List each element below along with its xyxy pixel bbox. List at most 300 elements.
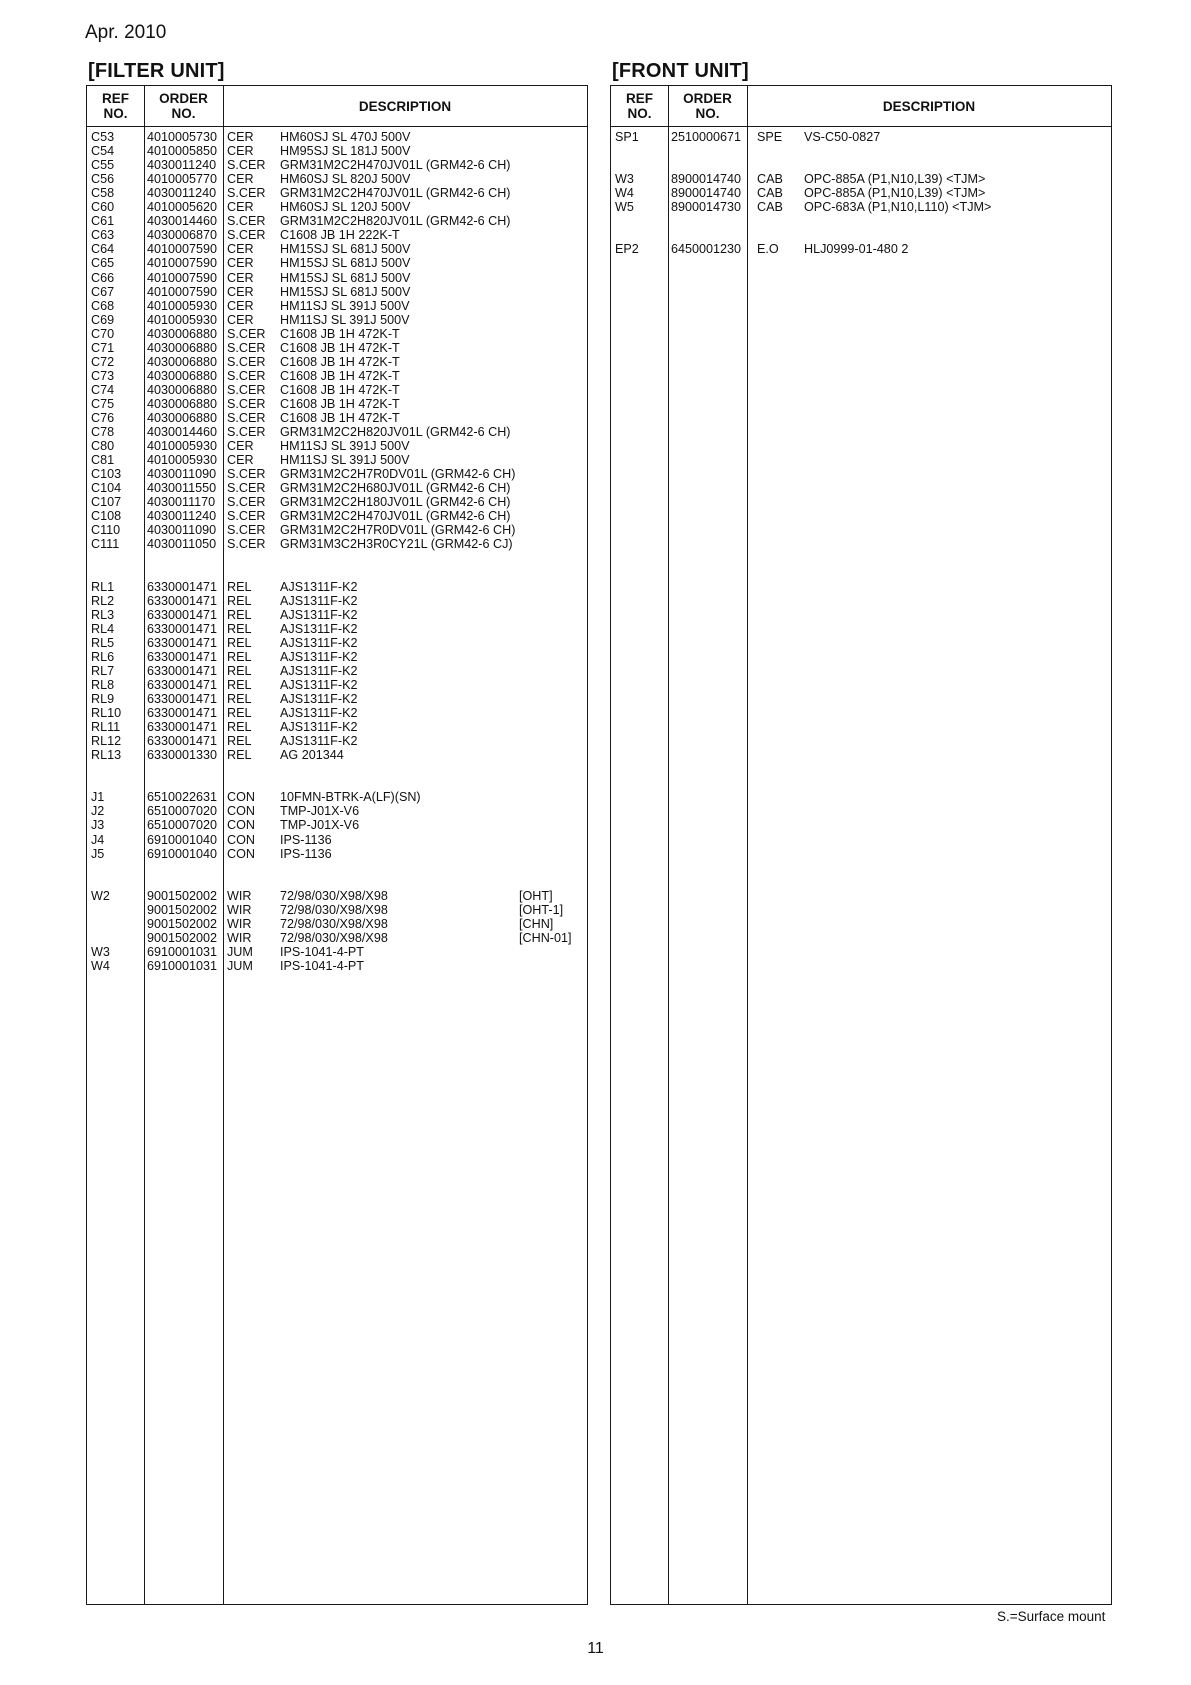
description-cell: IPS-1041-4-PT xyxy=(280,944,364,959)
ref-no-cell: C111 xyxy=(91,537,120,552)
ref-no-cell: RL1 xyxy=(91,579,115,594)
table-row xyxy=(87,313,587,327)
description-cell: GRM31M2C2H470JV01L (GRM42-6 CH) xyxy=(280,509,511,524)
part-type-cell: CAB xyxy=(757,172,783,187)
description-cell: AJS1311F-K2 xyxy=(280,663,358,678)
table-row xyxy=(87,861,587,875)
part-type-cell: REL xyxy=(227,720,252,735)
description-cell: TMP-J01X-V6 xyxy=(280,818,360,833)
order-no-cell: 6330001471 xyxy=(147,649,218,664)
order-no-cell: 4030006880 xyxy=(147,326,218,341)
table-row xyxy=(87,650,587,664)
part-type-cell: S.CER xyxy=(227,396,266,411)
table-row xyxy=(87,439,587,453)
ref-no-cell: W3 xyxy=(615,172,634,187)
table-row xyxy=(87,678,587,692)
order-no-cell: 4010005930 xyxy=(147,312,218,327)
description-cell: IPS-1136 xyxy=(280,846,332,861)
description-cell: TMP-J01X-V6 xyxy=(280,804,360,819)
ref-no-cell: C58 xyxy=(91,186,115,201)
table-row xyxy=(87,762,587,776)
part-type-cell: S.CER xyxy=(227,368,266,383)
part-type-cell: JUM xyxy=(227,958,253,973)
order-no-cell: 4030011170 xyxy=(147,495,216,510)
description-cell: IPS-1041-4-PT xyxy=(280,958,364,973)
ref-no-cell: RL5 xyxy=(91,635,115,650)
description-cell: HM11SJ SL 391J 500V xyxy=(280,312,410,327)
ref-no-cell: C80 xyxy=(91,439,115,454)
part-type-cell: S.CER xyxy=(227,326,266,341)
order-no-cell: 6330001471 xyxy=(147,677,218,692)
table-row xyxy=(87,186,587,200)
order-no-cell: 6330001471 xyxy=(147,579,218,594)
table-row xyxy=(87,130,587,144)
ref-no-cell: C107 xyxy=(91,495,122,510)
table-row xyxy=(87,271,587,285)
table-row xyxy=(87,523,587,537)
ref-no-cell: C73 xyxy=(91,368,115,383)
ref-no-cell: C54 xyxy=(91,144,115,159)
order-no-cell: 4010005930 xyxy=(147,453,218,468)
part-type-cell: S.CER xyxy=(227,495,266,510)
table-row xyxy=(87,594,587,608)
order-no-cell: 4030006880 xyxy=(147,396,218,411)
order-no-cell: 4010005770 xyxy=(147,172,218,187)
part-type-cell: S.CER xyxy=(227,228,266,243)
table-row xyxy=(87,608,587,622)
ref-no-cell: J3 xyxy=(91,818,105,833)
part-type-cell: REL xyxy=(227,734,252,749)
part-type-cell: CER xyxy=(227,439,254,454)
order-no-cell: 4030011050 xyxy=(147,537,217,552)
part-type-cell: S.CER xyxy=(227,158,266,173)
description-cell: AJS1311F-K2 xyxy=(280,649,358,664)
table-row xyxy=(87,804,587,818)
description-cell: 72/98/030/X98/X98 xyxy=(280,888,388,903)
ref-no-cell: C61 xyxy=(91,214,115,229)
ref-no-cell: C60 xyxy=(91,200,115,215)
part-type-cell: CON xyxy=(227,790,255,805)
table-row xyxy=(611,214,1111,228)
order-no-cell: 4010007590 xyxy=(147,242,218,257)
ref-no-cell: RL13 xyxy=(91,748,122,763)
ref-no-cell: C104 xyxy=(91,481,122,496)
order-no-cell: 4010005620 xyxy=(147,200,218,215)
order-no-cell: 4030011240 xyxy=(147,158,217,173)
part-type-cell: CON xyxy=(227,846,255,861)
part-type-cell: S.CER xyxy=(227,214,266,229)
table-row xyxy=(87,776,587,790)
table-row xyxy=(87,959,587,973)
version-note-cell: [CHN] xyxy=(519,916,554,931)
page-number: 11 xyxy=(587,1640,604,1657)
ref-no-cell: J2 xyxy=(91,804,105,819)
table-row xyxy=(87,931,587,945)
part-type-cell: WIR xyxy=(227,916,252,931)
ref-no-cell: C75 xyxy=(91,396,115,411)
ref-no-cell: J1 xyxy=(91,790,105,805)
part-type-cell: WIR xyxy=(227,902,252,917)
table-row xyxy=(87,537,587,551)
order-no-cell: 6330001471 xyxy=(147,635,218,650)
part-type-cell: S.CER xyxy=(227,523,266,538)
order-no-cell: 6330001471 xyxy=(147,663,218,678)
description-cell: HM60SJ SL 120J 500V xyxy=(280,200,411,215)
order-no-cell: 4030011550 xyxy=(147,481,217,496)
table-row xyxy=(87,425,587,439)
description-cell: C1608 JB 1H 472K-T xyxy=(280,354,400,369)
ref-no-cell: RL4 xyxy=(91,621,115,636)
order-no-cell: 8900014740 xyxy=(671,172,742,187)
table-row xyxy=(87,369,587,383)
part-type-cell: REL xyxy=(227,692,252,706)
order-no-cell: 4030011240 xyxy=(147,186,217,201)
ref-no-cell: J5 xyxy=(91,846,105,861)
order-no-cell: 6910001031 xyxy=(147,958,218,973)
table-row xyxy=(611,158,1111,172)
ref-no-cell: W5 xyxy=(615,200,634,215)
description-header: DESCRIPTION xyxy=(358,98,452,114)
order-no-cell: 4030006880 xyxy=(147,354,218,369)
table-row xyxy=(611,130,1111,144)
order-no-cell: 6330001471 xyxy=(147,621,218,636)
ref-no-cell: RL7 xyxy=(91,663,115,678)
description-cell: HM11SJ SL 391J 500V xyxy=(280,453,410,468)
order-no-cell: 6330001471 xyxy=(147,706,218,721)
part-type-cell: CON xyxy=(227,818,255,833)
description-cell: HM15SJ SL 681J 500V xyxy=(280,242,411,257)
part-type-cell: REL xyxy=(227,649,252,664)
part-type-cell: S.CER xyxy=(227,354,266,369)
table-row xyxy=(87,945,587,959)
header-divider xyxy=(87,126,587,127)
table-row xyxy=(611,242,1111,256)
date-label: Apr. 2010 xyxy=(85,22,167,43)
part-type-cell: CAB xyxy=(757,186,783,201)
description-header: DESCRIPTION xyxy=(882,98,976,114)
table-row xyxy=(87,200,587,214)
order-no-cell: 6510022631 xyxy=(147,790,218,805)
description-cell: 10FMN-BTRK-A(LF)(SN) xyxy=(280,790,421,805)
description-cell: C1608 JB 1H 472K-T xyxy=(280,368,400,383)
order-no-cell: 8900014740 xyxy=(671,186,742,201)
ref-no-cell: C108 xyxy=(91,509,122,524)
description-cell: IPS-1136 xyxy=(280,832,332,847)
description-cell: HM15SJ SL 681J 500V xyxy=(280,284,411,299)
part-type-cell: CER xyxy=(227,130,254,144)
description-cell: GRM31M2C2H820JV01L (GRM42-6 CH) xyxy=(280,425,511,440)
table-row xyxy=(87,383,587,397)
ref-no-cell: W4 xyxy=(615,186,634,201)
description-cell: AG 201344 xyxy=(280,748,344,763)
order-no-cell: 4030006870 xyxy=(147,228,218,243)
ref-no-cell: C74 xyxy=(91,382,115,397)
table-row xyxy=(87,228,587,242)
table-row xyxy=(611,200,1111,214)
ref-no-cell: RL11 xyxy=(91,720,121,735)
table-row xyxy=(87,580,587,594)
order-no-cell: 9001502002 xyxy=(147,888,218,903)
ref-no-cell: C65 xyxy=(91,256,115,271)
description-cell: GRM31M2C2H180JV01L (GRM42-6 CH) xyxy=(280,495,511,510)
order-no-cell: 6330001471 xyxy=(147,593,218,608)
order-no-cell: 9001502002 xyxy=(147,916,218,931)
part-type-cell: S.CER xyxy=(227,411,266,425)
ref-no-cell: C53 xyxy=(91,130,115,144)
part-type-cell: REL xyxy=(227,621,252,636)
description-cell: AJS1311F-K2 xyxy=(280,621,358,636)
ref-no-header: REF NO. xyxy=(626,91,653,121)
part-type-cell: WIR xyxy=(227,888,252,903)
ref-no-header: REF NO. xyxy=(102,91,129,121)
description-cell: AJS1311F-K2 xyxy=(280,677,358,692)
header-divider xyxy=(611,126,1111,127)
description-cell: AJS1311F-K2 xyxy=(280,607,358,622)
part-type-cell: CON xyxy=(227,832,255,847)
ref-no-cell: W3 xyxy=(91,944,110,959)
order-no-cell: 6910001040 xyxy=(147,846,218,861)
footnote: S.=Surface mount xyxy=(997,1609,1106,1624)
part-type-cell: REL xyxy=(227,593,252,608)
order-no-cell: 4030011090 xyxy=(147,467,217,482)
part-type-cell: REL xyxy=(227,663,252,678)
description-cell: AJS1311F-K2 xyxy=(280,692,358,706)
table-row xyxy=(87,158,587,172)
description-cell: C1608 JB 1H 472K-T xyxy=(280,396,400,411)
table-row xyxy=(87,720,587,734)
order-no-cell: 4030006880 xyxy=(147,340,218,355)
table-row xyxy=(87,636,587,650)
ref-no-cell: RL3 xyxy=(91,607,115,622)
order-no-cell: 4010005850 xyxy=(147,144,218,159)
table-row xyxy=(87,566,587,580)
part-type-cell: CER xyxy=(227,256,254,271)
order-no-cell: 6330001330 xyxy=(147,748,218,763)
part-type-cell: S.CER xyxy=(227,537,266,552)
ref-no-cell: SP1 xyxy=(615,130,639,144)
order-no-cell: 4030006880 xyxy=(147,382,218,397)
description-cell: OPC-885A (P1,N10,L39) <TJM> xyxy=(804,172,986,187)
order-no-cell: 6450001230 xyxy=(671,242,742,257)
description-cell: C1608 JB 1H 222K-T xyxy=(280,228,400,243)
front-unit-table xyxy=(610,85,1112,1605)
part-type-cell: CER xyxy=(227,270,254,285)
part-type-cell: CER xyxy=(227,172,254,187)
ref-no-cell: RL12 xyxy=(91,734,122,749)
description-cell: AJS1311F-K2 xyxy=(280,635,358,650)
order-no-cell: 4030011090 xyxy=(147,523,217,538)
ref-no-cell: J4 xyxy=(91,832,105,847)
ref-no-cell: EP2 xyxy=(615,242,639,257)
ref-no-cell: C56 xyxy=(91,172,115,187)
table-row xyxy=(87,327,587,341)
description-cell: GRM31M2C2H470JV01L (GRM42-6 CH) xyxy=(280,158,511,173)
order-no-cell: 6910001031 xyxy=(147,944,218,959)
table-row xyxy=(87,833,587,847)
order-no-header: ORDER NO. xyxy=(683,91,732,121)
part-type-cell: WIR xyxy=(227,930,252,945)
order-no-cell: 6510007020 xyxy=(147,804,218,819)
part-type-cell: CAB xyxy=(757,200,783,215)
table-row xyxy=(87,467,587,481)
order-no-cell: 4010005930 xyxy=(147,298,218,313)
table-row xyxy=(87,299,587,313)
ref-no-cell: RL6 xyxy=(91,649,115,664)
description-cell: VS-C50-0827 xyxy=(804,130,881,144)
order-no-cell: 6510007020 xyxy=(147,818,218,833)
front-unit-title: [FRONT UNIT] xyxy=(612,60,749,82)
ref-no-cell: C67 xyxy=(91,284,115,299)
description-cell: GRM31M2C2H7R0DV01L (GRM42-6 CH) xyxy=(280,467,516,482)
table-row xyxy=(87,341,587,355)
table-row xyxy=(87,748,587,762)
ref-no-cell: C68 xyxy=(91,298,115,313)
description-cell: GRM31M2C2H820JV01L (GRM42-6 CH) xyxy=(280,214,511,229)
part-type-cell: E.O xyxy=(757,242,779,257)
description-cell: HM11SJ SL 391J 500V xyxy=(280,298,410,313)
order-no-cell: 4030006880 xyxy=(147,411,218,425)
table-row xyxy=(87,481,587,495)
table-row xyxy=(87,818,587,832)
table-row xyxy=(87,256,587,270)
ref-no-cell: C72 xyxy=(91,354,115,369)
ref-no-cell: C76 xyxy=(91,411,115,425)
ref-no-cell: C69 xyxy=(91,312,115,327)
part-type-cell: JUM xyxy=(227,944,253,959)
ref-no-cell: RL10 xyxy=(91,706,122,721)
description-cell: C1608 JB 1H 472K-T xyxy=(280,382,400,397)
table-row xyxy=(87,664,587,678)
table-row xyxy=(611,172,1111,186)
table-row xyxy=(87,875,587,889)
part-type-cell: CER xyxy=(227,200,254,215)
description-cell: AJS1311F-K2 xyxy=(280,734,358,749)
ref-no-cell: C64 xyxy=(91,242,115,257)
table-row xyxy=(87,903,587,917)
ref-no-cell: C71 xyxy=(91,340,115,355)
description-cell: HM60SJ SL 820J 500V xyxy=(280,172,411,187)
part-type-cell: REL xyxy=(227,706,252,721)
table-row xyxy=(87,552,587,566)
version-note-cell: [OHT] xyxy=(519,888,553,903)
order-no-cell: 2510000671 xyxy=(671,130,742,144)
description-cell: OPC-683A (P1,N10,L110) <TJM> xyxy=(804,200,992,215)
filter-unit-table xyxy=(86,85,588,1605)
part-type-cell: REL xyxy=(227,635,252,650)
description-cell: C1608 JB 1H 472K-T xyxy=(280,411,400,425)
part-type-cell: CER xyxy=(227,242,254,257)
ref-no-cell: C55 xyxy=(91,158,115,173)
description-cell: GRM31M3C2H3R0CY21L (GRM42-6 CJ) xyxy=(280,537,513,552)
order-no-cell: 4030014460 xyxy=(147,214,218,229)
description-cell: C1608 JB 1H 472K-T xyxy=(280,340,400,355)
ref-no-cell: C103 xyxy=(91,467,122,482)
part-type-cell: CER xyxy=(227,453,254,468)
description-cell: 72/98/030/X98/X98 xyxy=(280,902,388,917)
order-no-cell: 4030011240 xyxy=(147,509,217,524)
ref-no-cell: RL8 xyxy=(91,677,115,692)
part-type-cell: REL xyxy=(227,579,252,594)
description-cell: AJS1311F-K2 xyxy=(280,593,358,608)
description-cell: 72/98/030/X98/X98 xyxy=(280,930,388,945)
part-type-cell: S.CER xyxy=(227,425,266,440)
description-cell: AJS1311F-K2 xyxy=(280,706,358,721)
ref-no-cell: C81 xyxy=(91,453,115,468)
table-row xyxy=(87,355,587,369)
ref-no-cell: C110 xyxy=(91,523,121,538)
column-divider xyxy=(747,86,748,1604)
order-no-cell: 4010005730 xyxy=(147,130,218,144)
version-note-cell: [OHT-1] xyxy=(519,902,564,917)
table-row xyxy=(87,734,587,748)
part-type-cell: CER xyxy=(227,144,254,159)
order-no-cell: 6330001471 xyxy=(147,692,218,706)
ref-no-cell: C78 xyxy=(91,425,115,440)
description-cell: GRM31M2C2H470JV01L (GRM42-6 CH) xyxy=(280,186,511,201)
ref-no-cell: C66 xyxy=(91,270,115,285)
order-no-cell: 4030014460 xyxy=(147,425,218,440)
description-cell: HM15SJ SL 681J 500V xyxy=(280,270,411,285)
part-type-cell: CER xyxy=(227,298,254,313)
description-cell: HM15SJ SL 681J 500V xyxy=(280,256,411,271)
ref-no-cell: W2 xyxy=(91,888,110,903)
version-note-cell: [CHN-01] xyxy=(519,930,572,945)
order-no-cell: 4030006880 xyxy=(147,368,218,383)
order-no-cell: 6910001040 xyxy=(147,832,218,847)
part-type-cell: CER xyxy=(227,312,254,327)
ref-no-cell: RL2 xyxy=(91,593,115,608)
table-row xyxy=(611,144,1111,158)
part-type-cell: SPE xyxy=(757,130,783,144)
table-row xyxy=(87,917,587,931)
description-cell: HM11SJ SL 391J 500V xyxy=(280,439,410,454)
table-row xyxy=(87,285,587,299)
table-row xyxy=(87,847,587,861)
description-cell: HM60SJ SL 470J 500V xyxy=(280,130,411,144)
order-no-cell: 4010007590 xyxy=(147,270,218,285)
table-row xyxy=(87,509,587,523)
description-cell: GRM31M2C2H680JV01L (GRM42-6 CH) xyxy=(280,481,511,496)
description-cell: C1608 JB 1H 472K-T xyxy=(280,326,400,341)
table-row xyxy=(87,889,587,903)
part-type-cell: S.CER xyxy=(227,509,266,524)
part-type-cell: S.CER xyxy=(227,481,266,496)
description-cell: AJS1311F-K2 xyxy=(280,720,358,735)
part-type-cell: REL xyxy=(227,677,252,692)
description-cell: GRM31M2C2H7R0DV01L (GRM42-6 CH) xyxy=(280,523,516,538)
filter-unit-title: [FILTER UNIT] xyxy=(88,60,225,82)
part-type-cell: CER xyxy=(227,284,254,299)
order-no-cell: 6330001471 xyxy=(147,607,218,622)
description-cell: OPC-885A (P1,N10,L39) <TJM> xyxy=(804,186,986,201)
table-row xyxy=(87,144,587,158)
part-type-cell: S.CER xyxy=(227,382,266,397)
order-no-header: ORDER NO. xyxy=(159,91,208,121)
table-row xyxy=(87,790,587,804)
table-row xyxy=(611,186,1111,200)
table-row xyxy=(87,692,587,706)
table-row xyxy=(87,172,587,186)
description-cell: HM95SJ SL 181J 500V xyxy=(280,144,411,159)
order-no-cell: 9001502002 xyxy=(147,930,218,945)
order-no-cell: 6330001471 xyxy=(147,720,218,735)
part-type-cell: S.CER xyxy=(227,467,266,482)
order-no-cell: 4010007590 xyxy=(147,284,218,299)
order-no-cell: 6330001471 xyxy=(147,734,218,749)
order-no-cell: 8900014730 xyxy=(671,200,742,215)
part-type-cell: S.CER xyxy=(227,186,266,201)
description-cell: AJS1311F-K2 xyxy=(280,579,358,594)
